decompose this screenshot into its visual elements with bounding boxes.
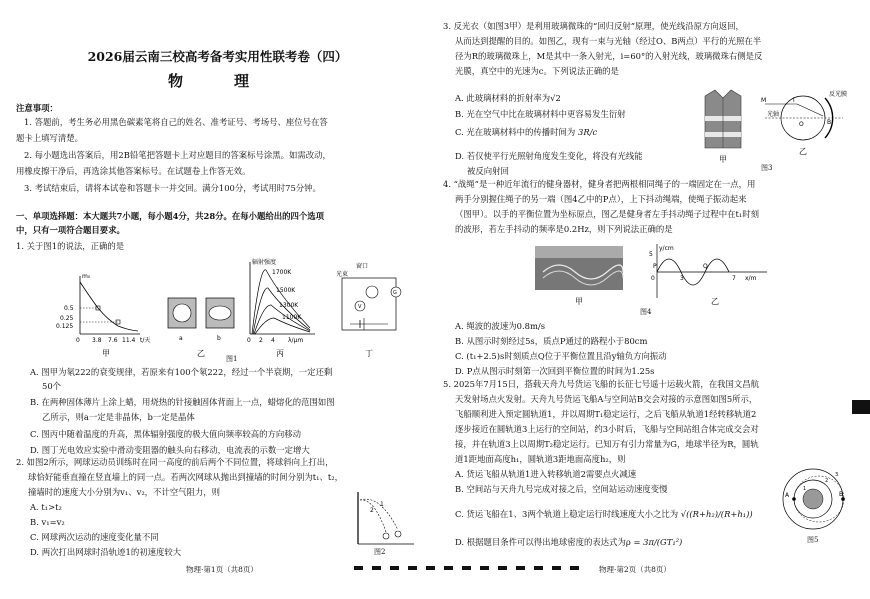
- q5-line: 天发射场点火发射。天舟九号货运飞船A与空间站B交会对接的示意图如图5所示，: [455, 394, 758, 404]
- fig3-O: O: [799, 121, 804, 128]
- notice-line: 3. 考试结束后，请将本试卷和答题卡一并交回。满分100分，考试用时75分钟。: [24, 183, 321, 193]
- footer-divider: [408, 566, 417, 570]
- fig1-bing-ylabel: 辐射强度: [252, 259, 277, 266]
- fig4-yi-label: 乙: [711, 297, 719, 306]
- figure-1-graphic: [56, 256, 410, 366]
- fig1-ding-window: 窗口: [356, 263, 369, 270]
- q2-option-d: D. 两次打出网球时沿轨迹1的初速度较大: [30, 547, 182, 557]
- fig1-jia-ylabel: m₀: [82, 273, 91, 280]
- q4-line: （图甲）。以手的平衡位置为坐标原点，图乙是健身者左手抖动绳子过程中在t₁时刻: [455, 209, 760, 219]
- fig1-yi-b: b: [217, 335, 221, 342]
- figure-2-caption: 图2: [374, 548, 386, 556]
- fig4-tick: 3: [680, 275, 684, 282]
- fig1-jia-xunit: t/天: [140, 337, 151, 344]
- fig4-amp: 5: [649, 251, 653, 258]
- fig4-xlabel: x/m: [745, 275, 757, 282]
- figure-3-caption: 图3: [761, 164, 773, 172]
- fig1-ding-meter-v: V: [358, 304, 362, 310]
- q2-option-a: A. t₁>t₂: [30, 502, 62, 512]
- q4-option-c: C. (t₁+2.5)s时刻质点Q位于平衡位置且沿y轴负方向振动: [455, 351, 667, 361]
- footer-divider: [390, 566, 399, 570]
- q5-ratio-formula: √((R+h₂)/(R+h₁)): [680, 509, 753, 519]
- fig1-bing-curve: 1100K: [282, 314, 302, 321]
- q5-line: 道1距地面高度h₁，圆轨道3距地面高度h₂，则: [455, 454, 626, 464]
- q5-rho-formula: 3π/(GT₁²): [643, 537, 683, 547]
- fig1-bing-caption: 丙: [276, 349, 284, 358]
- q3-option-a: A. 此玻璃材料的折射率为√2: [455, 93, 561, 103]
- fig5-orbit: 3: [835, 472, 839, 478]
- figure-3: [693, 86, 863, 166]
- notice-line: 题卡上填写清楚。: [16, 133, 83, 143]
- q2-line: 2. 如图2所示，网球运动员训练时在同一高度的前后两个不同位置，将球斜向上打出，: [16, 457, 334, 467]
- figure-1: [56, 256, 410, 366]
- fig3-jia-label: 甲: [719, 155, 727, 164]
- figure-1-caption: 图1: [226, 355, 238, 363]
- q4-option-b: B. 从图示时刻经过5s，质点P通过的路程小于80cm: [455, 336, 648, 346]
- q1-option-a: A. 图甲为氡222的衰变规律，若原来有100个氡222，经过一个半衰期，一定还剩: [30, 367, 333, 377]
- fig1-bing-curve: 1300K: [279, 302, 299, 309]
- q3-option-c-text: C. 光在玻璃材料中的传播时间为: [455, 127, 576, 137]
- figure-5: [779, 466, 849, 532]
- q5-option-d: [455, 536, 682, 549]
- fig1-jia-ytick: 0.5: [64, 305, 74, 312]
- fig2-path-1: 1: [380, 501, 384, 508]
- q3-option-b: B. 光在空气中比在玻璃材料中更容易发生衍射: [455, 109, 626, 119]
- q4-option-a: A. 绳波的波速为0.8m/s: [455, 321, 546, 331]
- section-line: 一、单项选择题：本大题共7小题，每小题4分，共28分。在每小题给出的四个选项: [16, 211, 325, 221]
- footer-divider: [372, 566, 381, 570]
- fig3-yi-label: 乙: [799, 147, 807, 156]
- q2-option-b: B. v₁=v₂: [30, 517, 65, 527]
- fig4-ylabel: y/cm: [659, 245, 674, 252]
- fig1-ding-meter-g: G: [393, 290, 397, 296]
- fig1-jia-xtick: 11.4: [122, 337, 136, 344]
- fig1-bing-xtick: 2: [259, 337, 263, 344]
- side-marker: [852, 400, 870, 414]
- q5-option-b: B. 空间站与天舟九号完成对接之后，空间站运动速度变慢: [455, 484, 668, 494]
- fig1-bing-xtick: 0: [247, 337, 251, 344]
- fig1-jia-xtick: 7.6: [108, 337, 118, 344]
- q5-option-d-text: D. 根据题目条件可以得出地球密度的表达式为ρ =: [455, 537, 641, 547]
- fig3-M: M: [761, 97, 767, 104]
- q3-option-d-cont: 被反向射回: [467, 166, 509, 176]
- page-right: [435, 0, 870, 599]
- fig1-yi-a: a: [179, 335, 183, 342]
- q2-line: 球恰好能垂直撞在竖直墙上的同一点。若两次网球从抛出到撞墙的时间分别为t₁、t₂，: [28, 472, 343, 482]
- q3-line: 光膜，真空中的光速为c。下列说法正确的是: [455, 66, 619, 76]
- fig4-tick: 7: [732, 275, 736, 282]
- q3-line: 从而达到提醒的目的。如图乙，现有一束与光轴（经过O、B两点）平行的光照在半: [455, 36, 762, 46]
- q4-line: 两手分别握住绳子的另一端（图4乙中的P点），上下抖动绳端，使绳子振动起来: [455, 194, 747, 204]
- fig1-jia-xtick: 0: [76, 337, 80, 344]
- figure-5-graphic: [779, 466, 849, 532]
- fig1-ding-caption: 丁: [365, 349, 373, 358]
- q3-line: 3. 反光衣（如图3甲）是利用玻璃微珠的“回归反射”原理，使光线沿原方向返回，: [443, 21, 744, 31]
- figure-2-graphic: [336, 490, 416, 550]
- subject-title: 物 理: [167, 72, 267, 90]
- fig1-jia-xtick: 3.8: [92, 337, 102, 344]
- fig1-jia-ytick: 0.25: [60, 315, 74, 322]
- fig1-yi-caption: 乙: [197, 349, 205, 358]
- footer-page-1: 物理·第1页（共8页）: [186, 565, 258, 574]
- notice-heading: 注意事项：: [16, 103, 58, 113]
- question-1-stem: 1. 关于图1的说法，正确的是: [16, 241, 125, 251]
- q4-line: 4. “战绳”是一种近年流行的健身器材，健身者把两根相同绳子的一端固定在一点，用: [443, 179, 756, 189]
- q1-option-c: C. 图丙中随着温度的升高，黑体辐射强度的极大值向频率较高的方向移动: [30, 429, 302, 439]
- q3-option-d: D. 若仅使平行光照射角度发生变化，将没有光线能: [455, 151, 643, 161]
- q3-line: 径为R的玻璃微珠上，M是其中一条入射光，i=60°的入射光线，玻璃微珠右侧是反: [455, 51, 763, 61]
- fig5-orbit: 1: [803, 486, 807, 492]
- fig1-jia-caption: 甲: [102, 349, 110, 358]
- q2-option-c: C. 网球两次运动的速度变化量不同: [30, 532, 159, 542]
- q5-option-c: [455, 508, 753, 521]
- fig4-P: P: [653, 263, 657, 270]
- fig4-Q: Q: [703, 263, 708, 270]
- footer-divider: [354, 566, 363, 570]
- figure-4: [535, 242, 775, 308]
- fig2-path-2: 2: [370, 507, 374, 514]
- q4-option-d: D. P点从图示时刻第一次回到平衡位置的时间为1.25s: [455, 366, 655, 376]
- q1-option-a-cont: 50个: [42, 381, 62, 391]
- fig1-jia-ytick: 0.125: [56, 323, 74, 330]
- fig1-bing-curve: 1500K: [276, 287, 296, 294]
- fig5-A: A: [785, 492, 790, 499]
- fig1-bing-curve: 1700K: [272, 269, 292, 276]
- figure-2: [336, 490, 416, 550]
- notice-line: 用橡皮擦干净后，再选涂其他答案标号。在试题卷上作答无效。: [16, 166, 251, 176]
- q5-line: 5. 2025年7月15日，搭载天舟九号货运飞船的长征七号遥十运载火箭，在我国文昌航: [443, 379, 759, 389]
- q4-line: 的波形，若左手抖动的频率是0.2Hz，则下列说法正确的是: [455, 224, 673, 234]
- fig1-ding-light: 光束: [336, 271, 349, 278]
- figure-5-caption: 图5: [807, 536, 819, 544]
- fig5-B: B: [839, 491, 844, 498]
- q5-line: 接，并在轨道3上以周期T₂稳定运行。已知万有引力常量为G，地球半径为R，圆轨: [455, 439, 759, 449]
- section-line: 中，只有一项符合题目要求。: [16, 225, 125, 235]
- q5-line: 飞船顺利进入预定圆轨道1，并以周期T₁稳定运行，之后飞船从轨道1经转移轨道2: [455, 409, 757, 419]
- q1-option-b-cont: 乙所示，则a一定是非晶体，b一定是晶体: [42, 412, 195, 422]
- q2-line: 撞墙时的速度大小分别为v₁、v₂，不计空气阻力，则: [28, 487, 221, 497]
- fig3-B: B: [827, 119, 832, 126]
- footer-page-2: 物理·第2页（共8页）: [599, 565, 671, 574]
- fig3-axis: 光轴: [767, 111, 780, 118]
- fig5-orbit: 2: [825, 478, 829, 484]
- figure-3-graphic: [693, 86, 863, 166]
- exam-title: 2026届云南三校高考备考实用性联考卷（四）: [87, 49, 348, 64]
- q1-option-d: D. 图丁光电效应实验中滑动变阻器的触头向右移动，电流表的示数一定增大: [30, 445, 310, 455]
- q3-time-formula: 3R/c: [577, 127, 598, 137]
- q5-option-a: A. 货运飞船从轨道1进入转移轨道2需要点火减速: [455, 469, 637, 479]
- fig4-tick: 0: [651, 275, 655, 282]
- footer-divider: [426, 566, 435, 570]
- q3-option-c: [455, 126, 597, 139]
- fig1-bing-xtick: 4: [271, 337, 275, 344]
- fig1-bing-xunit: λ/μm: [288, 337, 304, 344]
- q1-option-b: B. 在两种固体薄片上涂上蜡，用烧热的针接触固体背面上一点，蜡熔化的范围如图: [30, 397, 335, 407]
- figure-4-caption: 图4: [640, 308, 652, 316]
- notice-line: 2. 每小题选出答案后，用2B铅笔把答题卡上对应题目的答案标号涂黑。如需改动，: [24, 150, 331, 160]
- fig3-film: 反光膜: [829, 91, 848, 98]
- figure-4-graphic: [535, 242, 775, 308]
- fig3-i: i: [793, 97, 795, 104]
- fig4-jia-label: 甲: [575, 297, 583, 306]
- q5-option-c-text: C. 货运飞船在1、3两个轨道上稳定运行时线速度大小之比为: [455, 509, 679, 519]
- q5-line: 逐步接近在圆轨道3上运行的空间站，约3小时后，飞船与空间站组合体完成交会对: [455, 424, 759, 434]
- notice-line: 1. 答题前，考生务必用黑色碳素笔将自己的姓名、准考证号、考场号、座位号在答: [24, 117, 328, 127]
